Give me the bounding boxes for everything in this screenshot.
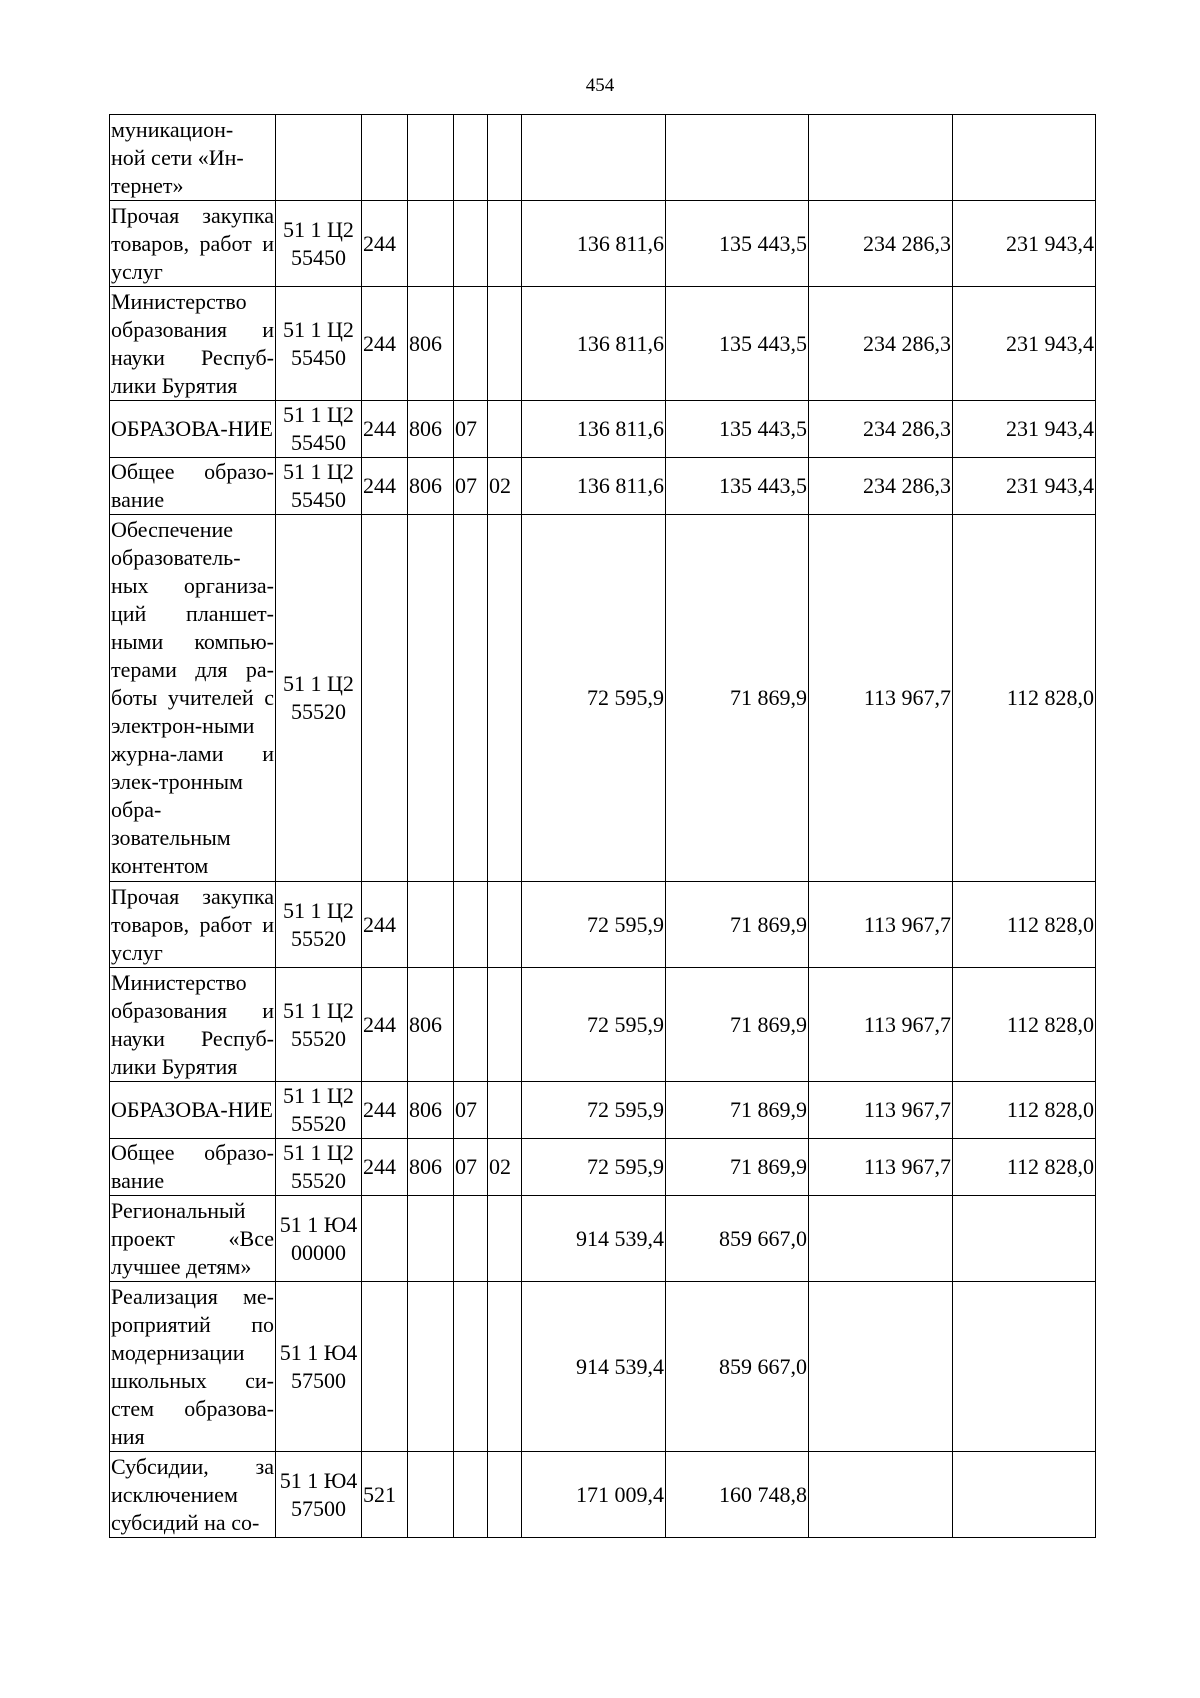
row-code: 51 1 Ц2 55520 — [276, 968, 362, 1082]
row-section: 07 — [454, 1139, 488, 1196]
row-value-2: 859 667,0 — [666, 1196, 809, 1282]
row-code: 51 1 Ц2 55520 — [276, 1082, 362, 1139]
row-value-1: 136 811,6 — [522, 401, 666, 458]
row-value-1 — [522, 115, 666, 201]
row-value-3 — [809, 1452, 953, 1538]
table-row — [110, 515, 1096, 882]
row-section — [454, 201, 488, 287]
row-ministry-code: 806 — [408, 458, 454, 515]
table-row — [110, 882, 1096, 968]
row-value-4: 231 943,4 — [953, 458, 1096, 515]
row-value-1: 136 811,6 — [522, 287, 666, 401]
row-value-4: 112 828,0 — [953, 968, 1096, 1082]
row-value-3 — [809, 115, 953, 201]
row-section — [454, 1282, 488, 1452]
row-name: Реализация ме-роприятий по модернизации школьных си-стем образова-ния — [110, 1282, 276, 1452]
table-row — [110, 287, 1096, 401]
row-ministry-code — [408, 515, 454, 882]
row-expense-type: 244 — [362, 458, 408, 515]
row-value-1: 72 595,9 — [522, 515, 666, 882]
table-row — [110, 401, 1096, 458]
row-name: ОБРАЗОВА-НИЕ — [110, 401, 276, 458]
row-expense-type: 244 — [362, 882, 408, 968]
row-value-3 — [809, 1196, 953, 1282]
row-code: 51 1 Ц2 55450 — [276, 401, 362, 458]
table-row — [110, 1452, 1096, 1538]
row-value-4 — [953, 1452, 1096, 1538]
row-section — [454, 287, 488, 401]
row-subsection — [488, 287, 522, 401]
table-row — [110, 1139, 1096, 1196]
row-ministry-code — [408, 201, 454, 287]
row-section — [454, 968, 488, 1082]
row-code: 51 1 Ц2 55450 — [276, 287, 362, 401]
row-code: 51 1 Ц2 55520 — [276, 1139, 362, 1196]
row-expense-type — [362, 1196, 408, 1282]
row-value-3: 234 286,3 — [809, 458, 953, 515]
table-row — [110, 115, 1096, 201]
row-name: Обеспечение образователь-ных организа-ций планшет-ными компью-терами для ра-боты учителей с электрон-ными журна-лами и элек-тронным обра-зовательным контентом — [110, 515, 276, 882]
row-code: 51 1 Ц2 55450 — [276, 458, 362, 515]
row-ministry-code: 806 — [408, 968, 454, 1082]
row-name: муникацион- ной сети «Ин- тернет» — [110, 115, 276, 201]
row-value-4: 112 828,0 — [953, 1082, 1096, 1139]
row-value-1: 171 009,4 — [522, 1452, 666, 1538]
row-ministry-code: 806 — [408, 1139, 454, 1196]
row-value-1: 72 595,9 — [522, 1082, 666, 1139]
row-value-4: 231 943,4 — [953, 401, 1096, 458]
row-code: 51 1 Ц2 55520 — [276, 515, 362, 882]
row-name: Прочая закупка товаров, работ и услуг — [110, 201, 276, 287]
row-value-1: 72 595,9 — [522, 968, 666, 1082]
row-value-2: 160 748,8 — [666, 1452, 809, 1538]
row-name: Министерство образования и науки Респуб-лики Бурятия — [110, 968, 276, 1082]
row-name: Общее образо-вание — [110, 1139, 276, 1196]
row-expense-type: 244 — [362, 1139, 408, 1196]
row-ministry-code — [408, 1452, 454, 1538]
row-subsection — [488, 968, 522, 1082]
row-value-2: 71 869,9 — [666, 968, 809, 1082]
row-value-1: 136 811,6 — [522, 201, 666, 287]
row-value-3: 234 286,3 — [809, 201, 953, 287]
row-ministry-code — [408, 115, 454, 201]
row-value-4 — [953, 1282, 1096, 1452]
row-section — [454, 1196, 488, 1282]
row-ministry-code: 806 — [408, 401, 454, 458]
row-expense-type — [362, 1282, 408, 1452]
row-section — [454, 882, 488, 968]
row-expense-type — [362, 515, 408, 882]
row-value-2: 135 443,5 — [666, 201, 809, 287]
row-subsection — [488, 1082, 522, 1139]
row-section: 07 — [454, 458, 488, 515]
row-value-1: 72 595,9 — [522, 882, 666, 968]
table-body — [110, 115, 1096, 1538]
row-ministry-code: 806 — [408, 287, 454, 401]
row-subsection — [488, 401, 522, 458]
row-ministry-code — [408, 1196, 454, 1282]
page-number: 454 — [585, 75, 615, 96]
row-value-2: 135 443,5 — [666, 401, 809, 458]
row-value-3: 234 286,3 — [809, 401, 953, 458]
row-value-4: 231 943,4 — [953, 201, 1096, 287]
row-code: 51 1 Ю4 57500 — [276, 1282, 362, 1452]
row-value-4: 231 943,4 — [953, 287, 1096, 401]
row-section — [454, 515, 488, 882]
row-code: 51 1 Ц2 55520 — [276, 882, 362, 968]
row-expense-type: 244 — [362, 201, 408, 287]
row-subsection — [488, 115, 522, 201]
row-value-4: 112 828,0 — [953, 1139, 1096, 1196]
row-code — [276, 115, 362, 201]
row-value-3: 113 967,7 — [809, 1139, 953, 1196]
row-subsection — [488, 1452, 522, 1538]
row-section: 07 — [454, 401, 488, 458]
row-value-4: 112 828,0 — [953, 882, 1096, 968]
row-subsection: 02 — [488, 1139, 522, 1196]
row-value-3: 113 967,7 — [809, 1082, 953, 1139]
row-value-2: 71 869,9 — [666, 515, 809, 882]
row-subsection: 02 — [488, 458, 522, 515]
row-value-4 — [953, 1196, 1096, 1282]
row-name: Министерство образования и науки Респуб-лики Бурятия — [110, 287, 276, 401]
row-subsection — [488, 1282, 522, 1452]
row-code: 51 1 Ю4 00000 — [276, 1196, 362, 1282]
row-name: Общее образо-вание — [110, 458, 276, 515]
row-value-4: 112 828,0 — [953, 515, 1096, 882]
row-section: 07 — [454, 1082, 488, 1139]
row-value-2: 71 869,9 — [666, 1139, 809, 1196]
row-value-2: 71 869,9 — [666, 1082, 809, 1139]
table-row — [110, 1196, 1096, 1282]
table-row — [110, 1082, 1096, 1139]
row-expense-type: 244 — [362, 968, 408, 1082]
row-name: Субсидии, за исключением субсидий на со- — [110, 1452, 276, 1538]
row-name: Региональный проект «Все лучшее детям» — [110, 1196, 276, 1282]
table-row — [110, 201, 1096, 287]
row-subsection — [488, 882, 522, 968]
table-row — [110, 458, 1096, 515]
row-expense-type — [362, 115, 408, 201]
row-value-2 — [666, 115, 809, 201]
row-ministry-code: 806 — [408, 1082, 454, 1139]
budget-table — [109, 114, 1096, 1538]
row-expense-type: 244 — [362, 287, 408, 401]
row-code: 51 1 Ц2 55450 — [276, 201, 362, 287]
row-value-3: 113 967,7 — [809, 968, 953, 1082]
row-expense-type: 521 — [362, 1452, 408, 1538]
table-row — [110, 1282, 1096, 1452]
row-value-1: 914 539,4 — [522, 1282, 666, 1452]
row-expense-type: 244 — [362, 401, 408, 458]
row-section — [454, 1452, 488, 1538]
row-value-2: 135 443,5 — [666, 287, 809, 401]
row-ministry-code — [408, 1282, 454, 1452]
row-subsection — [488, 1196, 522, 1282]
table-row — [110, 968, 1096, 1082]
row-code: 51 1 Ю4 57500 — [276, 1452, 362, 1538]
row-name: ОБРАЗОВА-НИЕ — [110, 1082, 276, 1139]
row-value-1: 914 539,4 — [522, 1196, 666, 1282]
row-section — [454, 115, 488, 201]
row-subsection — [488, 201, 522, 287]
row-name: Прочая закупка товаров, работ и услуг — [110, 882, 276, 968]
row-value-2: 71 869,9 — [666, 882, 809, 968]
row-value-2: 859 667,0 — [666, 1282, 809, 1452]
row-value-3 — [809, 1282, 953, 1452]
row-value-3: 234 286,3 — [809, 287, 953, 401]
row-value-3: 113 967,7 — [809, 882, 953, 968]
row-ministry-code — [408, 882, 454, 968]
row-expense-type: 244 — [362, 1082, 408, 1139]
row-value-1: 136 811,6 — [522, 458, 666, 515]
row-value-1: 72 595,9 — [522, 1139, 666, 1196]
row-value-2: 135 443,5 — [666, 458, 809, 515]
row-value-4 — [953, 115, 1096, 201]
row-subsection — [488, 515, 522, 882]
row-value-3: 113 967,7 — [809, 515, 953, 882]
